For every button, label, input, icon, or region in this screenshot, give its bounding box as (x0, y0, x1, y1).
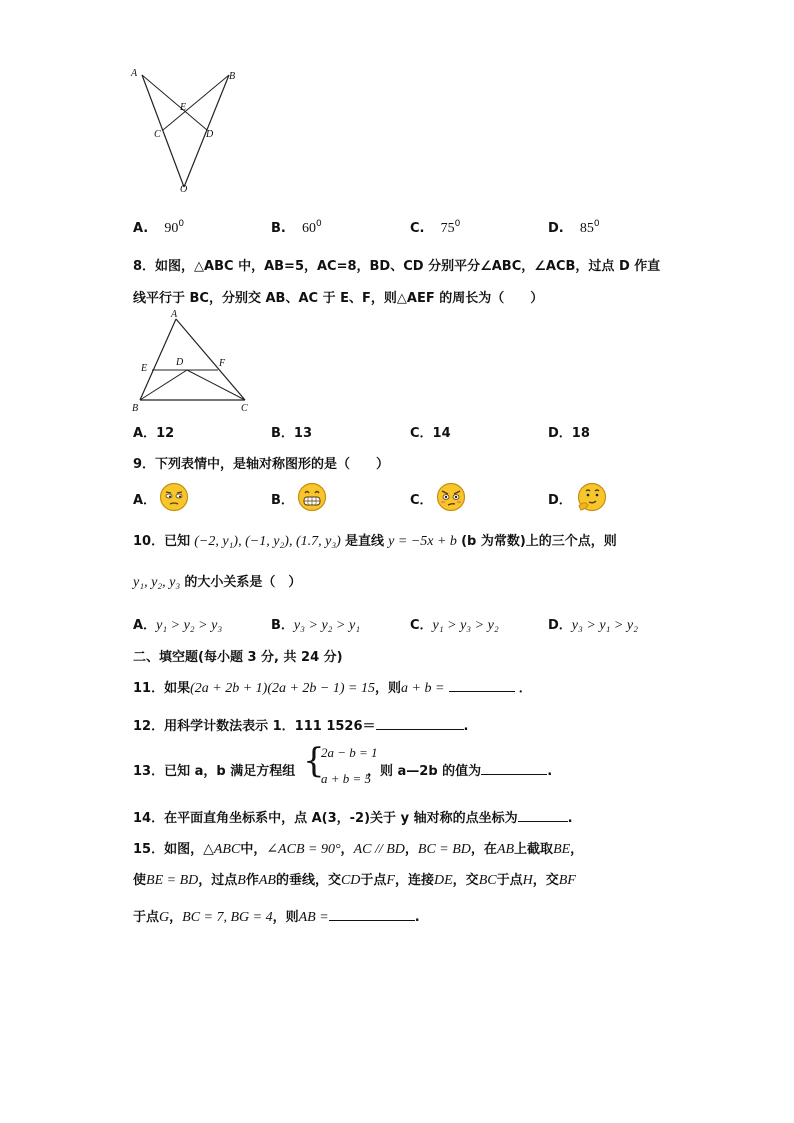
q8-stem-line1: 8．如图，△ABC 中，AB=5，AC=8，BD、CD 分别平分∠ABC，∠ACB，过点 D 作直 (133, 259, 661, 274)
q8-stem-line2: 线平行于 BC，分别交 AB、AC 于 E、F，则△AEF 的周长为（ ） (133, 291, 544, 306)
q15-answer-blank[interactable] (329, 908, 415, 921)
fig7-label-B: B (229, 71, 236, 82)
fig7-label-C: C (154, 129, 161, 140)
q8-option-c[interactable]: C．14 (410, 426, 451, 441)
fig8-label-E: E (141, 363, 148, 374)
q9-option-d[interactable]: D． (548, 493, 572, 508)
q9-option-c[interactable]: C． (410, 493, 433, 508)
thinking-face-icon[interactable] (576, 482, 608, 514)
q9-stem: 9．下列表情中，是轴对称图形的是（ ） (133, 457, 390, 472)
fig8-label-A: A (171, 309, 178, 320)
q8-option-d[interactable]: D．18 (548, 426, 590, 441)
q10-option-c[interactable]: C．y₁ > y₃ > y₂ (410, 618, 499, 633)
q11-stem: 11．如果(2a + 2b + 1)(2a + 2b − 1) = 15，则a + b = ． (133, 681, 532, 696)
q12-answer-blank[interactable] (376, 717, 464, 730)
q10-stem-line1: 10．已知 (−2, y₁), (−1, y₂), (1.7, y₃) 是直线 y = −5x + b (b 为常数)上的三个点，则 (133, 534, 617, 549)
q8-option-b[interactable]: B．13 (271, 426, 313, 441)
q8-option-a[interactable]: A．12 (133, 426, 175, 441)
q7-option-a[interactable]: A. $90^0$ (133, 219, 185, 236)
q7-option-c[interactable]: C. $75^0$ (410, 219, 461, 236)
q10-option-d[interactable]: D．y₃ > y₁ > y₂ (548, 618, 638, 633)
fig8-label-B: B (132, 403, 139, 414)
fig8-label-C: C (241, 403, 248, 414)
q13-eq2: a + b = 5 (321, 771, 372, 786)
q10-option-b[interactable]: B．y₃ > y₂ > y₁ (271, 618, 361, 633)
q12-stem: 12．用科学计数法表示 1．111 1526＝ . (133, 719, 469, 734)
grinning-face-icon[interactable] (297, 482, 327, 512)
q15-line1: 15．如图，△ABC中，∠ACB = 90°，AC // BD，BC = BD，在AB上截取BE， (133, 842, 584, 857)
q13-brace: { (303, 741, 325, 781)
q7-option-b[interactable]: B. $60^0$ (271, 219, 322, 236)
figure-q7 (126, 64, 246, 199)
q14-stem: 14．在平面直角坐标系中，点 A(3，-2)关于 y 轴对称的点坐标为 . (133, 811, 573, 826)
smirking-face-icon[interactable] (436, 482, 466, 512)
q11-answer-blank[interactable] (449, 679, 515, 692)
fig7-label-E: E (180, 102, 187, 113)
fig8-label-D: D (176, 357, 184, 368)
fig7-label-D: D (206, 129, 214, 140)
skeptical-face-icon[interactable] (159, 482, 189, 512)
q9-option-b[interactable]: B． (271, 493, 294, 508)
q15-line2: 使BE = BD，过点B作AB的垂线，交CD于点F，连接DE，交BC于点H，交BF (133, 873, 576, 888)
q10-stem-line2: y₁, y₂, y₃ 的大小关系是（ ） (133, 575, 302, 590)
q14-answer-blank[interactable] (518, 809, 568, 822)
q10-option-a[interactable]: A．y₁ > y₂ > y₃ (133, 618, 223, 633)
q9-option-a[interactable]: A． (133, 493, 157, 508)
q13-eq1: 2a − b = 1 (321, 745, 378, 760)
q15-line3: 于点G，BC = 7, BG = 4，则AB = . (133, 910, 420, 925)
q13-answer-blank[interactable] (481, 762, 547, 775)
fig7-label-A: A (131, 68, 138, 79)
fig8-label-F: F (219, 358, 226, 369)
q13-prefix: 13．已知 a，b 满足方程组 (133, 764, 296, 779)
q7-option-d[interactable]: D. $85^0$ (548, 219, 600, 236)
figure-q8 (130, 306, 260, 416)
fig7-label-O: O (180, 184, 188, 195)
section2-title: 二、填空题(每小题 3 分, 共 24 分) (133, 650, 343, 665)
q13-suffix: ，则 a—2b 的值为 . (367, 764, 553, 779)
